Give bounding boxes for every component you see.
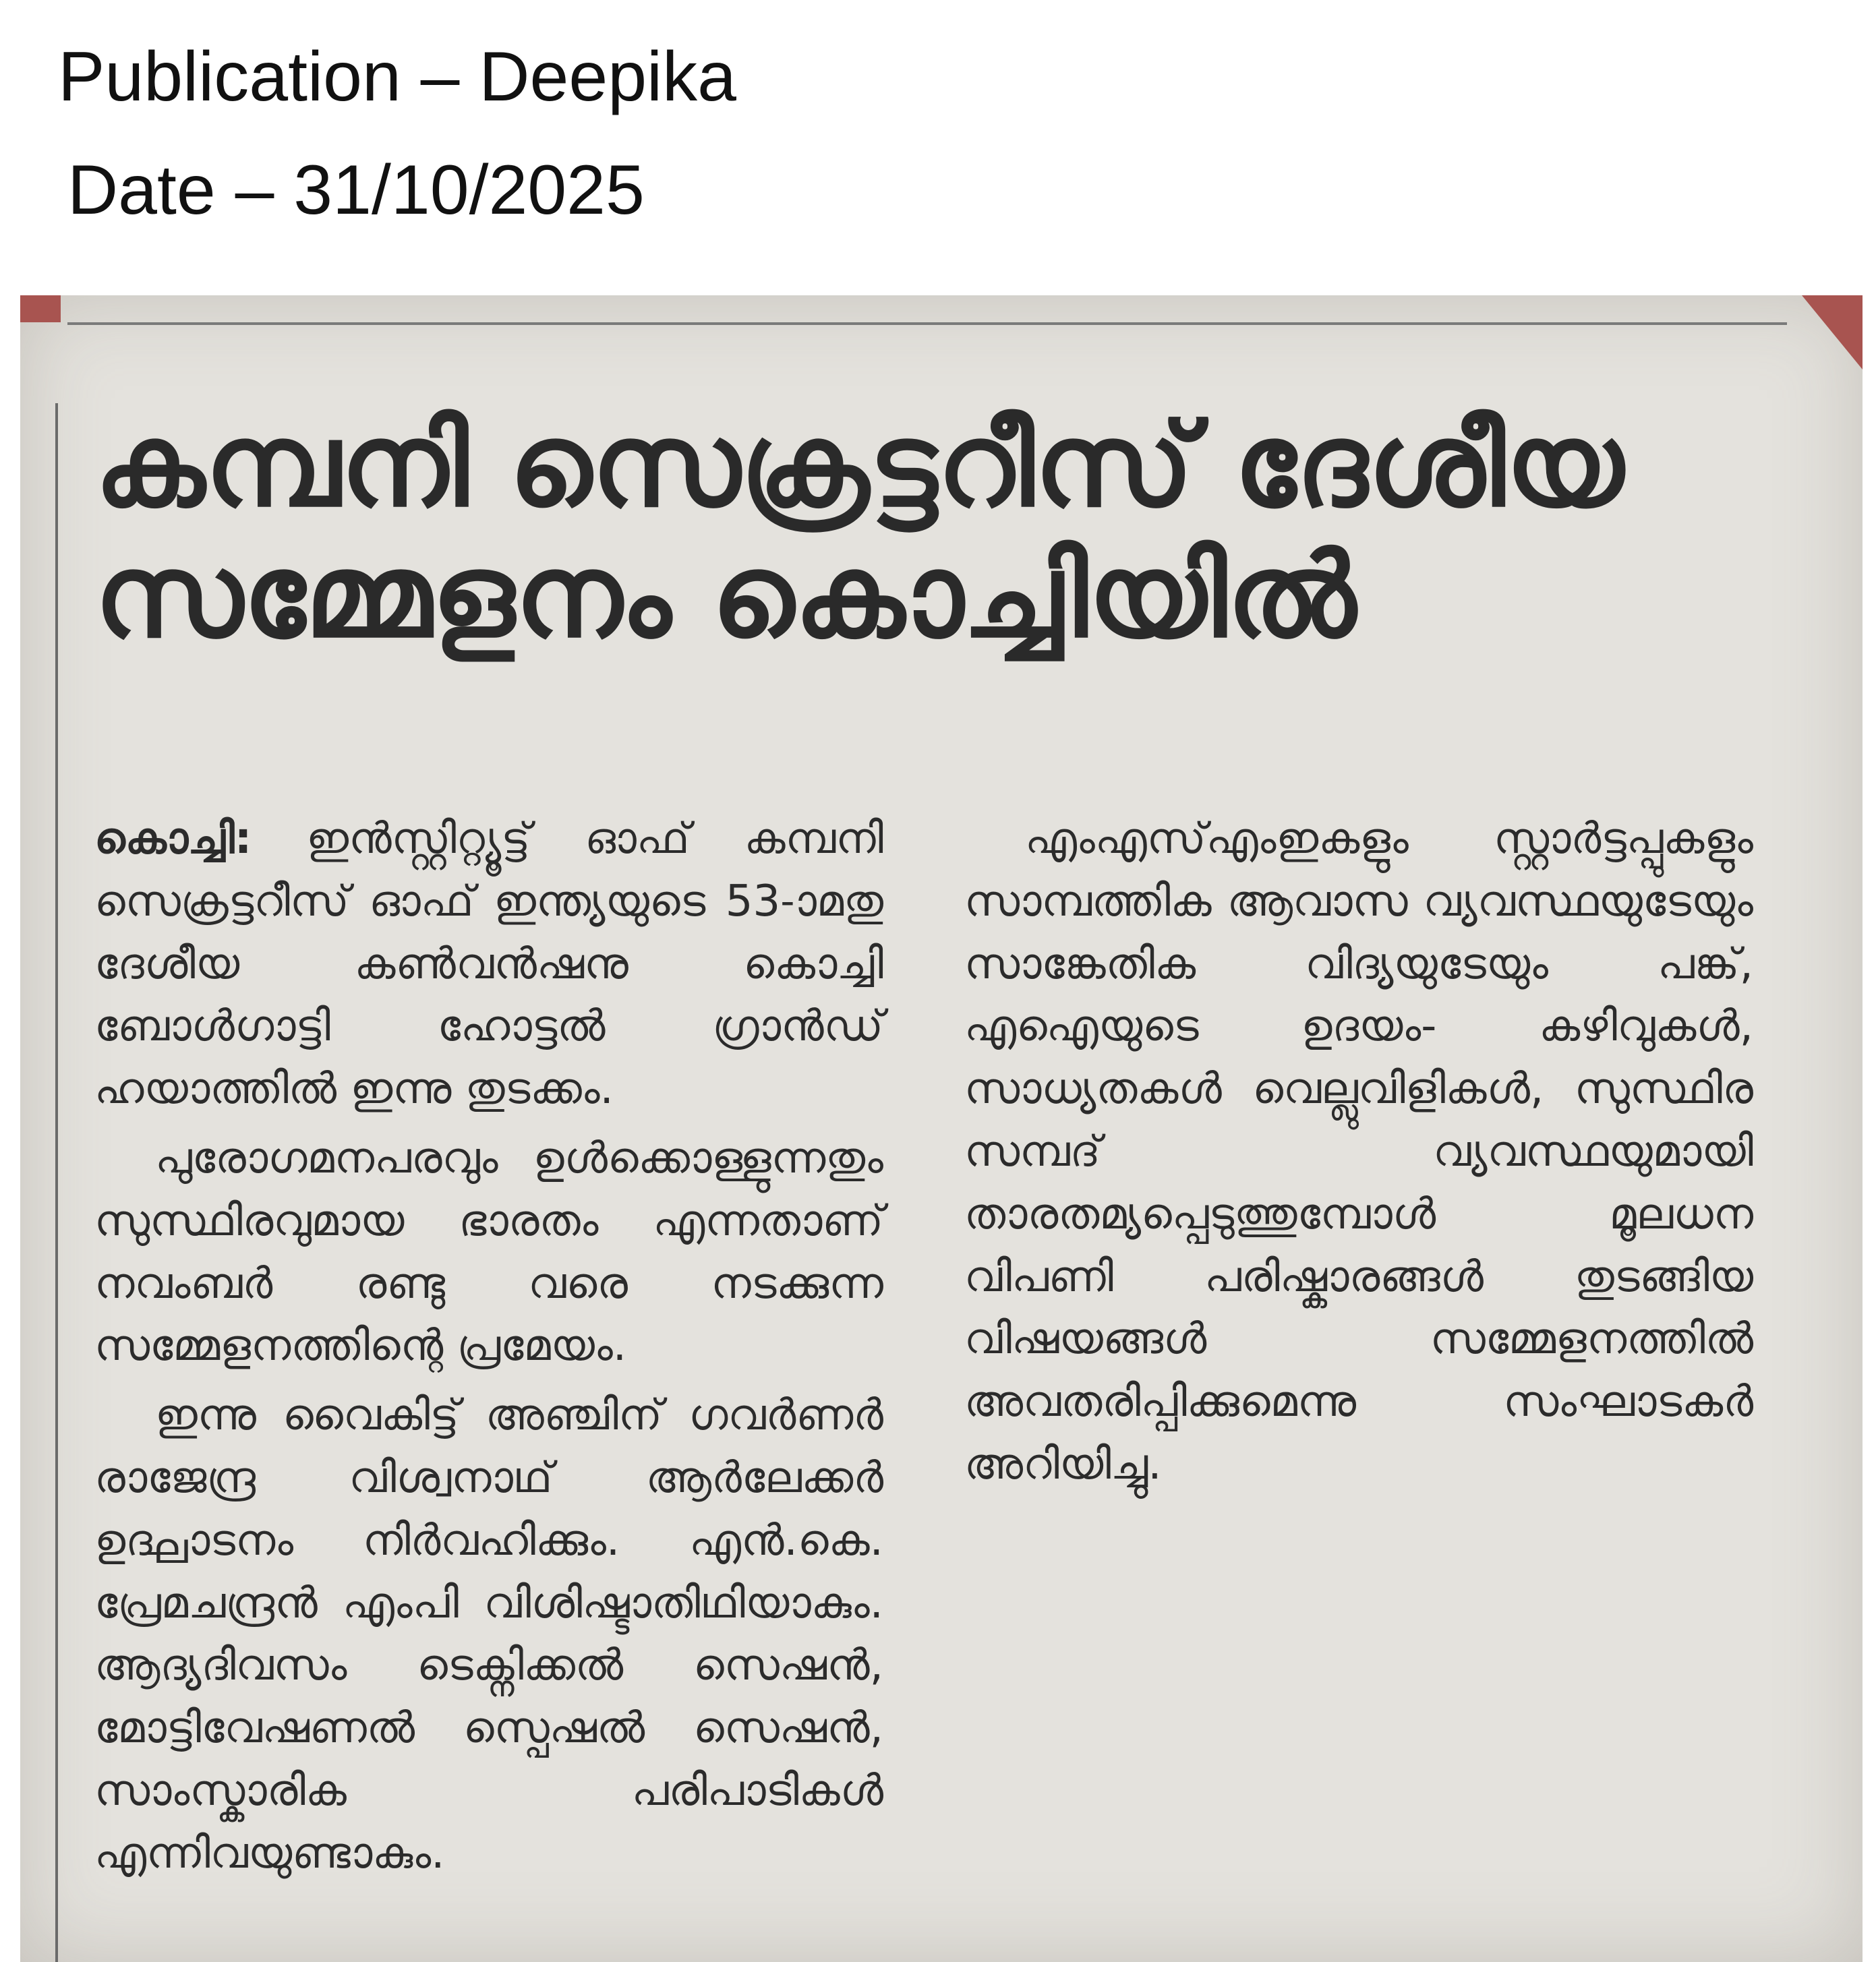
article-paragraph-1 (94, 808, 883, 1121)
article-dateline: കൊച്ചി: (94, 814, 252, 864)
article-paragraph-1-text: ഇൻസ്റ്റിറ്റ്യൂട്ട് ഓഫ് കമ്പനി സെക്രട്ടറീസ് ഓഫ് ഇന്ത്യയുടെ 53-ാമതു ദേശീയ കൺവൻഷനു കൊച്ചി ബോൾഗാട്ടി ഹോട്ടൽ ഗ്രാൻഡ് ഹയാത്തിൽ ഇന്നു തുടക്കം. (94, 814, 883, 1114)
article-column-right (964, 808, 1753, 1503)
article-headline: കമ്പനി സെക്രട്ടറീസ് ദേശീയ സമ്മേളനം കൊച്ചിയിൽ (94, 397, 1624, 664)
article-paragraph-4: എംഎസ്എംഇകളും സ്റ്റാർട്ടപ്പുകളും സാമ്പത്തിക ആവാസ വ്യവസ്ഥയുടേയും സാങ്കേതിക വിദ്യയുടേയും പങ്ക്, എഐയുടെ ഉദയം- കഴിവുകൾ, സാധ്യതകൾ വെല്ലുവിളികൾ, സുസ്ഥിര സമ്പദ് വ്യവസ്ഥയുമായി താരതമ്യപ്പെടുത്തുമ്പോൾ മൂലധന വിപണി പരിഷ്കാരങ്ങൾ തുടങ്ങിയ വിഷയങ്ങൾ സമ്മേളനത്തിൽ അവതരിപ്പിക്കുമെന്നു സംഘാടകർ അറിയിച്ചു. (964, 814, 1753, 1489)
article-column-left (94, 808, 883, 1892)
newspaper-clipping (20, 295, 1863, 1962)
article-paragraph-2: പുരോഗമനപരവും ഉൾക്കൊള്ളുന്നതും സുസ്ഥിരവുമായ ഭാരതം എന്നതാണ് നവംബർ രണ്ടു വരെ നടക്കുന്ന സമ്മേളനത്തിന്റെ പ്രമേയം. (94, 1133, 883, 1371)
article-paragraph-3: ഇന്നു വൈകിട്ട് അഞ്ചിന് ഗവർണർ രാജേന്ദ്ര വിശ്വനാഥ് ആർലേക്കർ ഉദ്ഘാടനം നിർവഹിക്കും. എൻ.കെ. പ്രേമചന്ദ്രൻ എംപി വിശിഷ്ടാതിഥിയാകും. ആദ്യദിവസം ടെക്നിക്കൽ സെഷൻ, മോട്ടിവേഷണൽ സ്പെഷൽ സെഷൻ, സാംസ്കാരിക പരിപാടികൾ എന്നിവയുണ്ടാകും. (94, 1390, 883, 1878)
date-line: Date – 31/10/2025 (67, 151, 645, 229)
left-rule (55, 403, 58, 1962)
publication-line: Publication – Deepika (58, 38, 736, 116)
clipping-edge-decoration (20, 295, 61, 322)
clipping-corner-decoration (1802, 295, 1863, 369)
top-rule (67, 322, 1787, 325)
